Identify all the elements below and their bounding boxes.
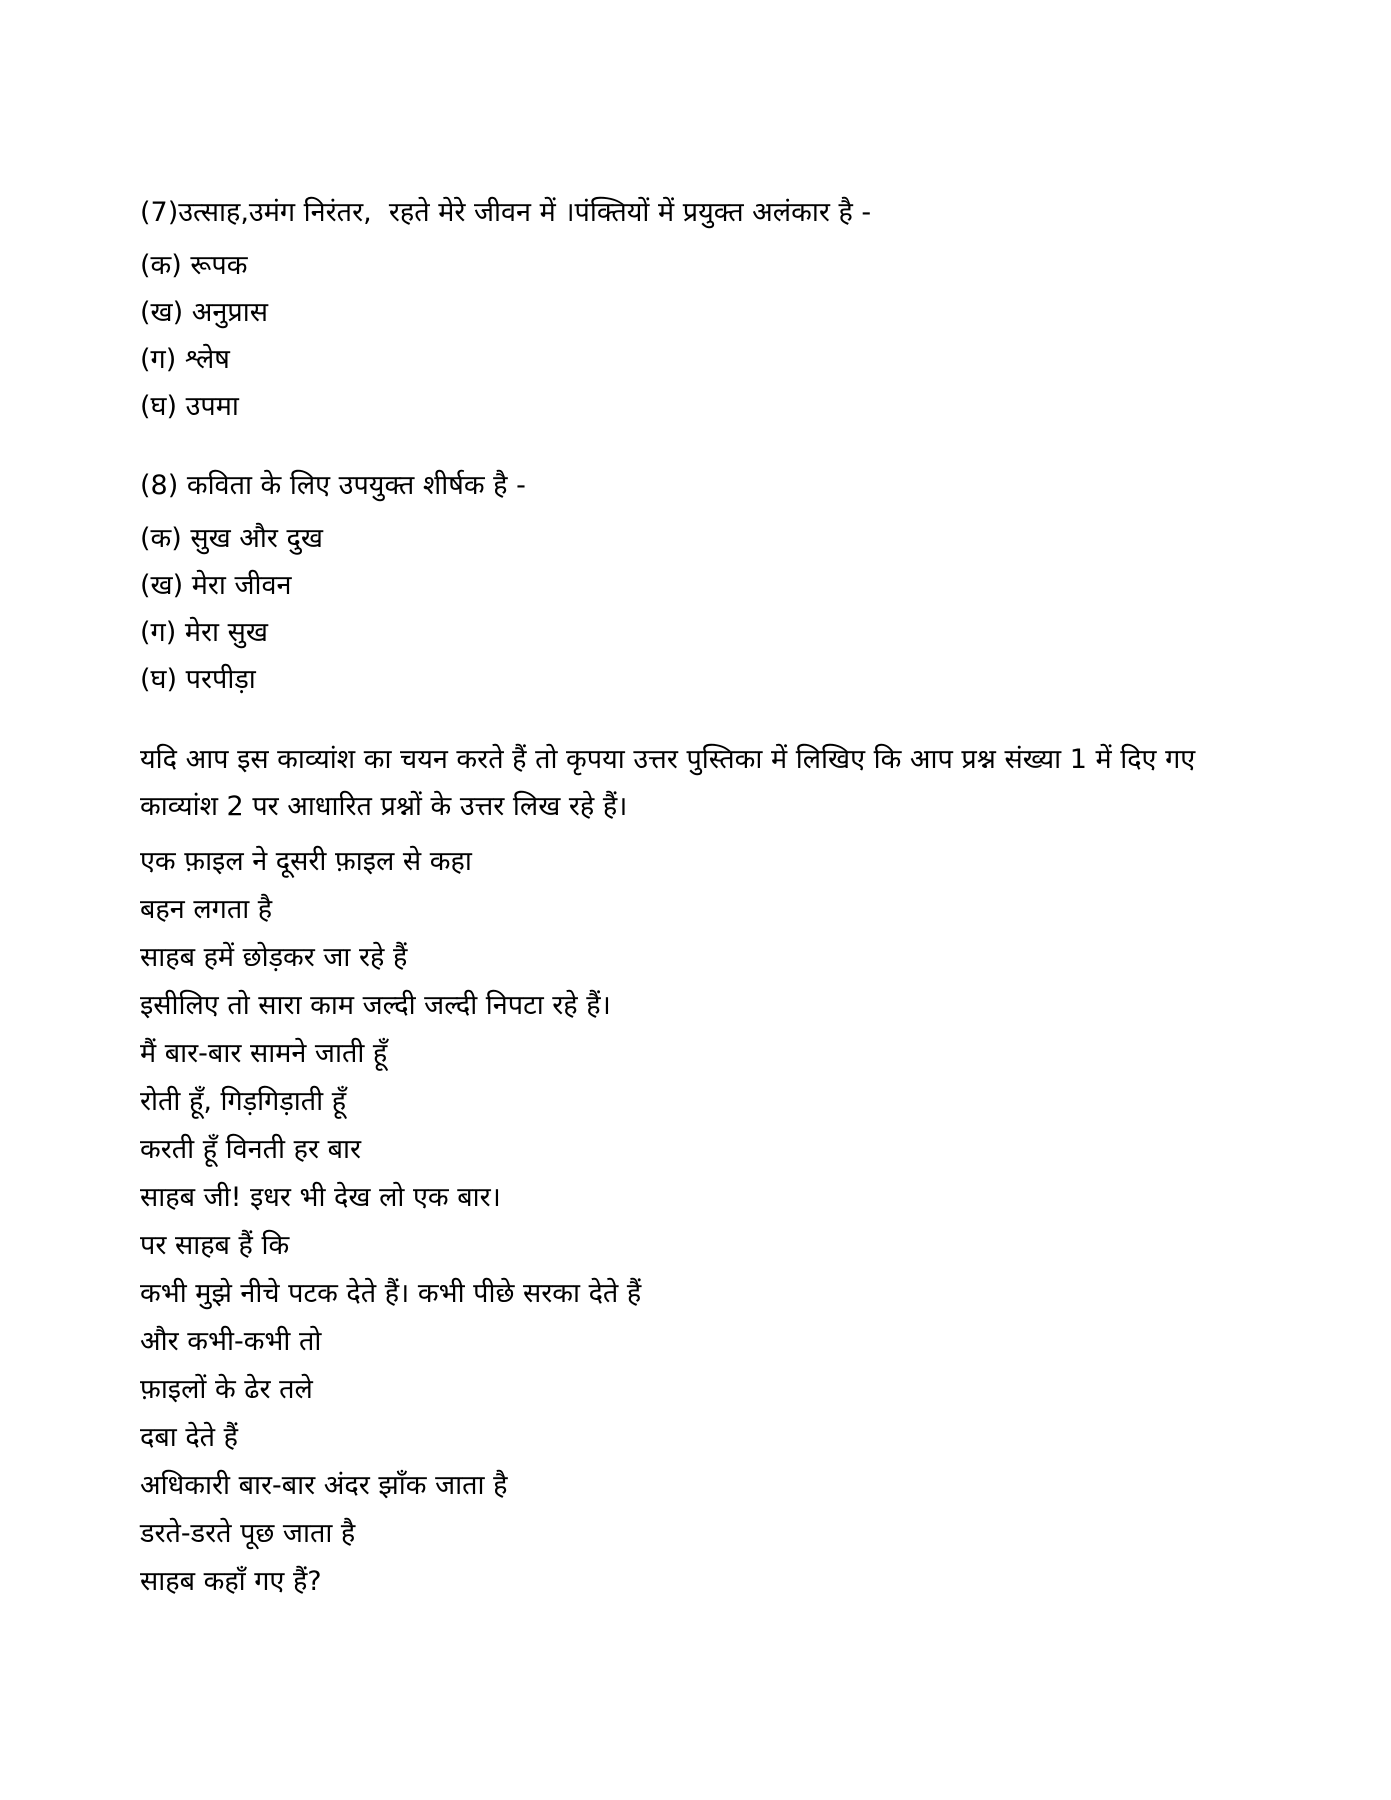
question-8-option-ga: (ग) मेरा सुख [140,617,268,648]
poem-line: फ़ाइलों के ढेर तले [140,1374,313,1405]
poem-line: अधिकारी बार-बार अंदर झाँक जाता है [140,1470,508,1501]
poem-line: साहब कहाँ गए हैं? [140,1566,322,1597]
question-7-option-ka: (क) रूपक [140,250,248,281]
poem-line: मैं बार-बार सामने जाती हूँ [140,1038,388,1069]
instruction-line: काव्यांश 2 पर आधारित प्रश्नों के उत्तर लिख रहे हैं। [140,791,628,822]
question-8-option-kha: (ख) मेरा जीवन [140,570,292,601]
question-7-option-ga: (ग) श्लेष [140,344,230,375]
poem-passage [140,838,1246,1606]
poem-line: साहब हमें छोड़कर जा रहे हैं [140,942,408,973]
instruction-line: यदि आप इस काव्यांश का चयन करते हैं तो कृपया उत्तर पुस्तिका में लिखिए कि आप प्रश्न संख्या 1 में दिए गए [140,744,1196,775]
question-7-options [140,242,1246,430]
poem-line: एक फ़ाइल ने दूसरी फ़ाइल से कहा [140,846,472,877]
instruction-paragraph [140,736,1246,830]
question-7-text: (7)उत्साह,उमंग निरंतर, रहते मेरे जीवन में ।पंक्तियों में प्रयुक्त अलंकार है - [140,197,872,228]
poem-line: और कभी-कभी तो [140,1326,322,1357]
question-8-option-ka: (क) सुख और दुख [140,523,323,554]
question-8-option-gha: (घ) परपीड़ा [140,664,256,695]
poem-line: करती हूँ विनती हर बार [140,1134,362,1165]
question-7-block [140,190,1246,430]
poem-line: डरते-डरते पूछ जाता है [140,1518,356,1549]
poem-line: कभी मुझे नीचे पटक देते हैं। कभी पीछे सरका देते हैं [140,1278,642,1309]
poem-line: साहब जी! इधर भी देख लो एक बार। [140,1182,501,1213]
poem-line: दबा देते हैं [140,1422,238,1453]
question-7-option-gha: (घ) उपमा [140,391,239,422]
question-8-options [140,515,1246,703]
question-8-text: (8) कविता के लिए उपयुक्त शीर्षक है - [140,470,526,501]
poem-line: पर साहब हैं कि [140,1230,290,1261]
poem-line: इसीलिए तो सारा काम जल्दी जल्दी निपटा रहे हैं। [140,990,611,1021]
poem-line: बहन लगता है [140,894,273,925]
question-8-block [140,463,1246,703]
poem-line: रोती हूँ, गिड़गिड़ाती हूँ [140,1086,347,1117]
question-7-option-kha: (ख) अनुप्रास [140,297,268,328]
